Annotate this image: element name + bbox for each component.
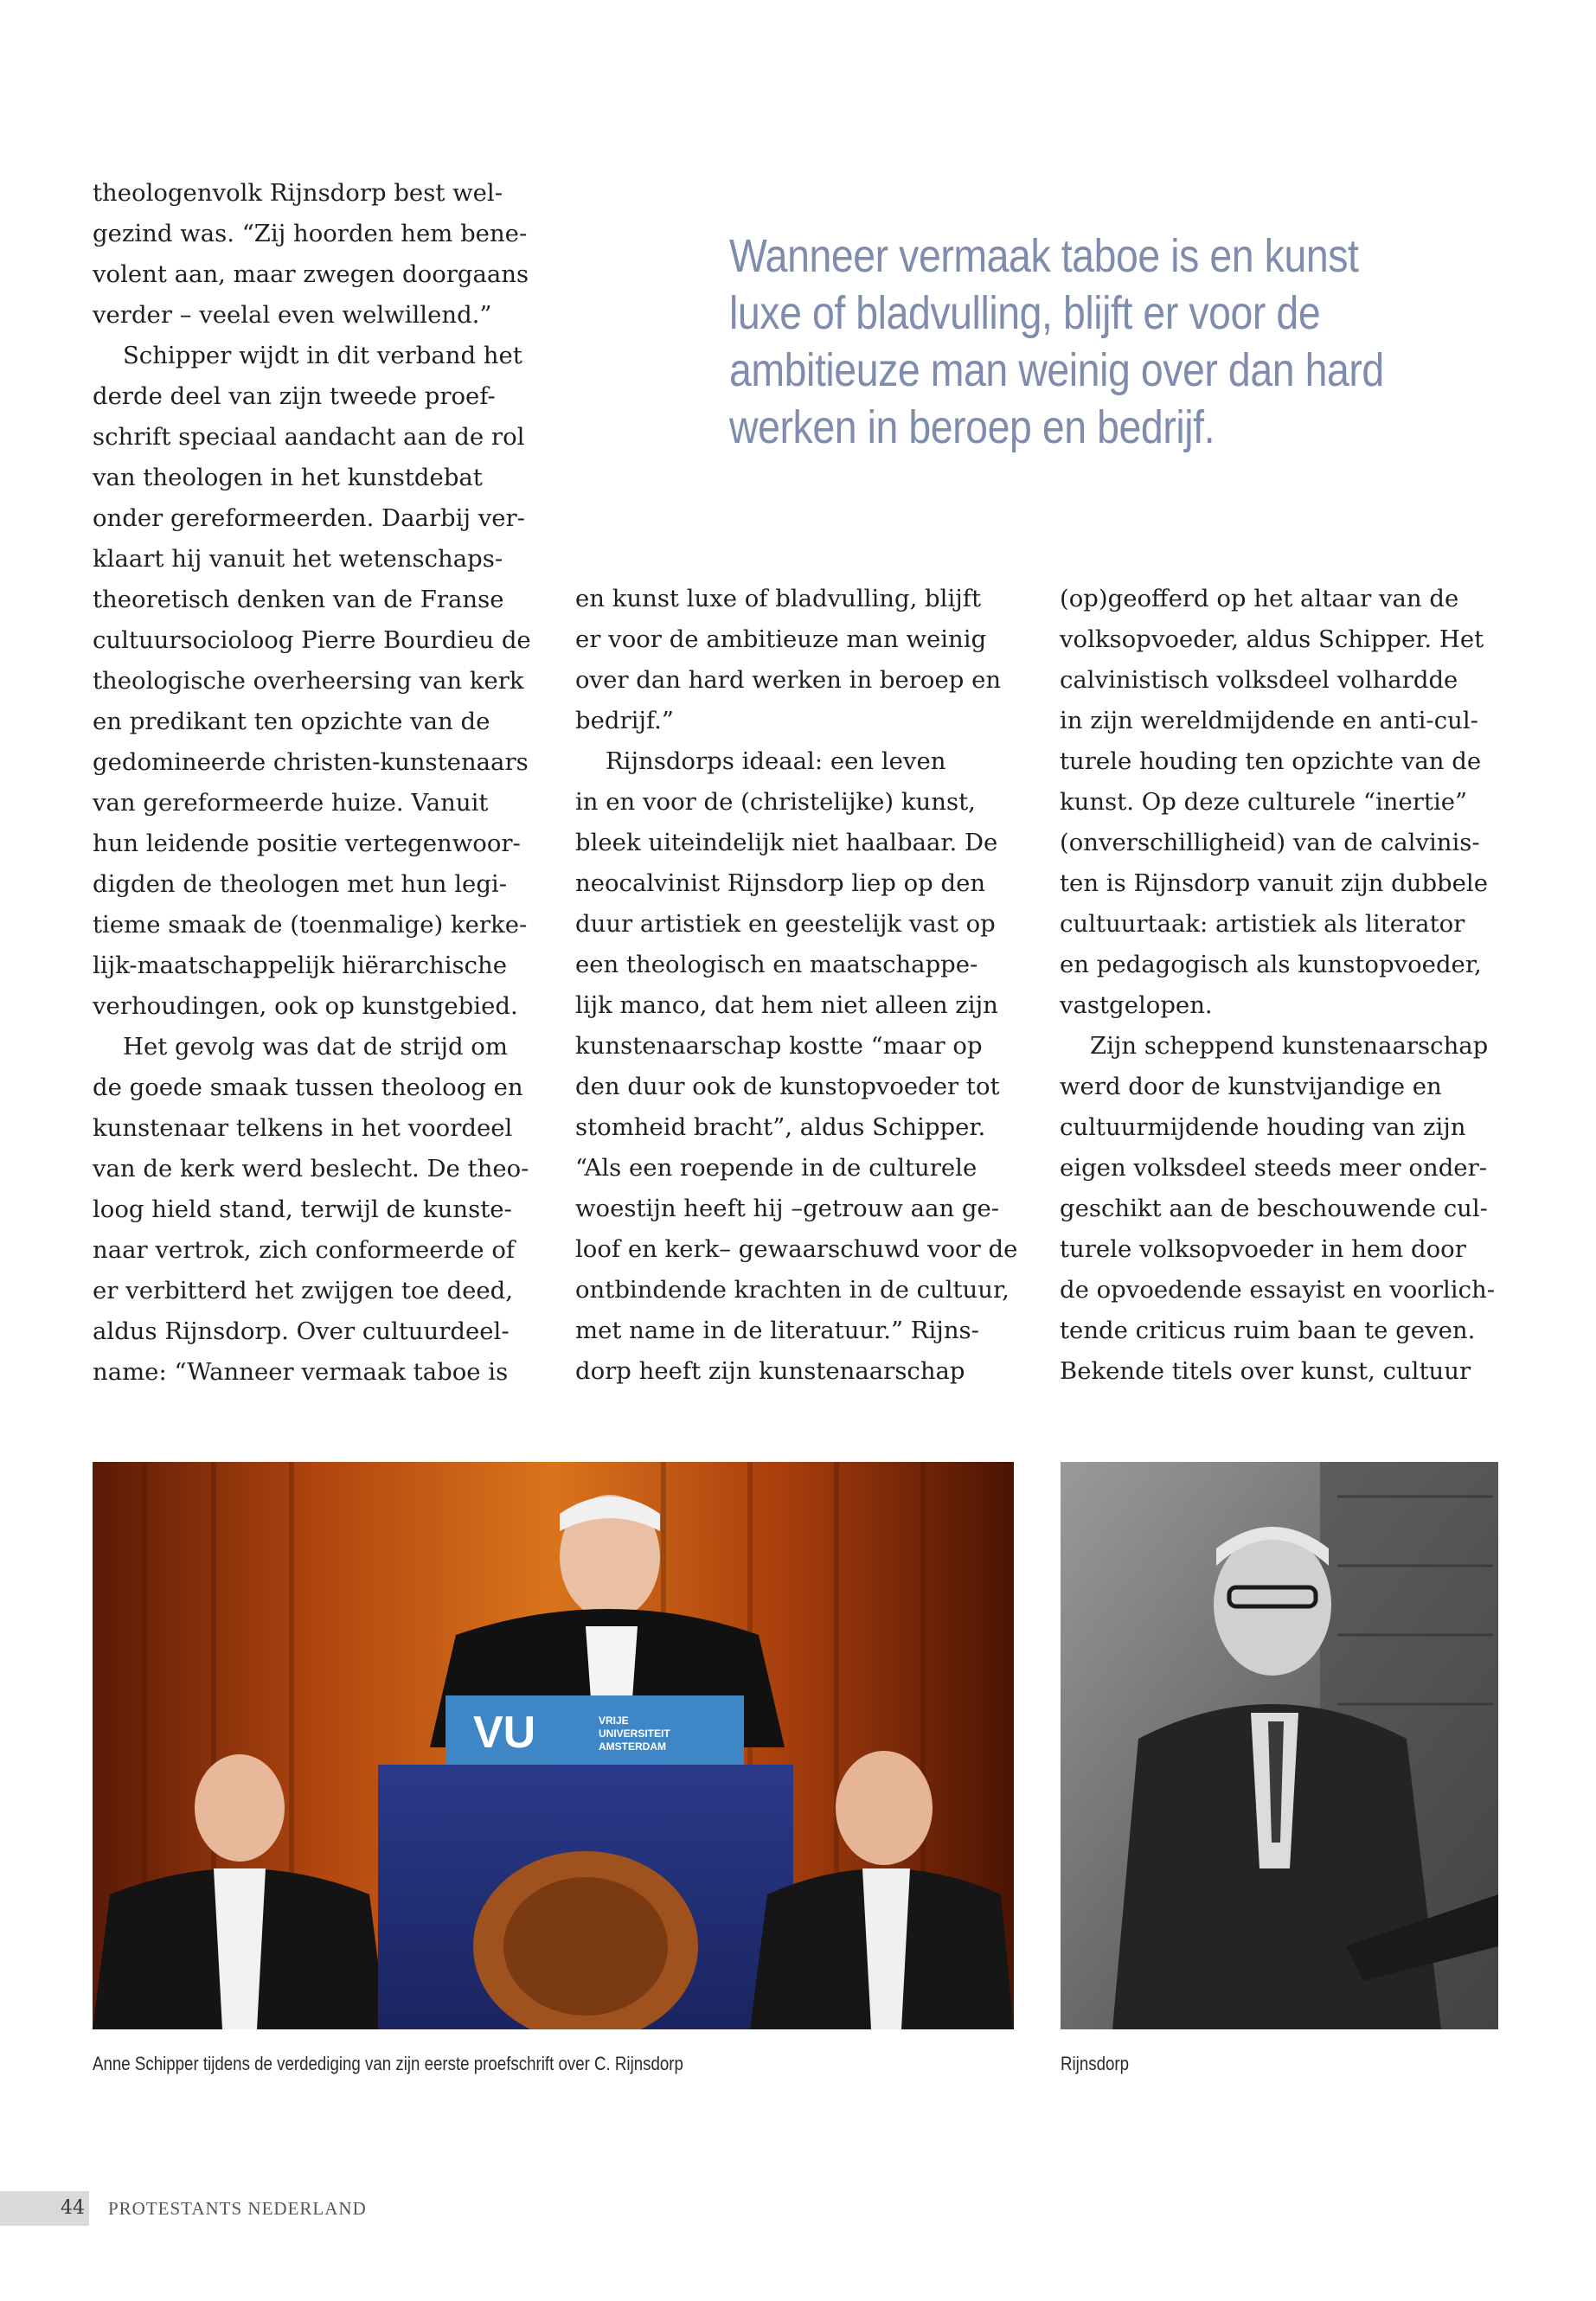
- text-line: over dan hard werken in beroep en: [575, 666, 1002, 694]
- text-line: theoretisch denken van de Franse: [93, 586, 504, 613]
- text-line: theologische overheersing van kerk: [93, 667, 524, 695]
- text-line: de goede smaak tussen theoloog en: [93, 1074, 523, 1101]
- page-number: 44: [61, 2197, 85, 2219]
- text-line: woestijn heeft hij –getrouw aan ge-: [575, 1195, 1000, 1222]
- lectern-text-amsterdam: AMSTERDAM: [599, 1740, 666, 1753]
- text-line: derde deel van zijn tweede proef-: [93, 382, 496, 410]
- text-line: hun leidende positie vertegenwoor-: [93, 830, 521, 857]
- text-line: eigen volksdeel steeds meer onder-: [1060, 1154, 1488, 1182]
- text-line: turele volksopvoeder in hem door: [1060, 1235, 1466, 1263]
- pull-quote-line: werken in beroep en bedrijf.: [729, 401, 1215, 453]
- text-line: aldus Rijnsdorp. Over cultuurdeel-: [93, 1317, 510, 1345]
- pull-quote-line: luxe of bladvulling, blijft er voor de: [729, 287, 1321, 339]
- text-line: duur artistiek en geestelijk vast op: [575, 910, 996, 938]
- text-line: onder gereformeerden. Daarbij ver-: [93, 504, 525, 532]
- text-line: in en voor de (christelijke) kunst,: [575, 788, 976, 816]
- text-line: van theologen in het kunstdebat: [93, 464, 483, 491]
- text-line: van de kerk werd beslecht. De theo-: [93, 1155, 529, 1183]
- text-line: cultuurtaak: artistiek als literator: [1060, 910, 1465, 938]
- text-line: en kunst luxe of bladvulling, blijft: [575, 585, 982, 612]
- text-line: den duur ook de kunstopvoeder tot: [575, 1073, 1000, 1100]
- text-line: Rijnsdorps ideaal: een leven: [575, 747, 946, 775]
- text-line: schrift speciaal aandacht aan de rol: [93, 423, 525, 451]
- text-line: kunstenaarschap kostte “maar op: [575, 1032, 983, 1060]
- text-line: “Als een roepende in de culturele: [575, 1154, 977, 1182]
- lectern-logo: VU: [473, 1708, 536, 1758]
- text-line: (onverschilligheid) van de calvinis-: [1060, 829, 1480, 856]
- photo-caption-1: Anne Schipper tijdens de verdediging van zijn eerste proefschrift over C. Rijnsdorp: [93, 2053, 683, 2074]
- text-line: verhoudingen, ook op kunstgebied.: [93, 992, 518, 1020]
- text-line: calvinistisch volksdeel volhardde: [1060, 666, 1458, 694]
- text-line: met name in de literatuur.” Rijns-: [575, 1317, 979, 1344]
- text-line: stomheid bracht”, aldus Schipper.: [575, 1113, 986, 1141]
- text-line: turele houding ten opzichte van de: [1060, 747, 1482, 775]
- lectern-text-universiteit: UNIVERSITEIT: [599, 1727, 670, 1740]
- text-line: vastgelopen.: [1060, 991, 1213, 1019]
- text-line: Het gevolg was dat de strijd om: [93, 1033, 508, 1061]
- pull-quote: [729, 228, 1384, 456]
- pull-quote-line: ambitieuze man weinig over dan hard: [729, 344, 1384, 396]
- text-line: digden de theologen met hun legi-: [93, 870, 508, 898]
- text-column-1: [93, 173, 542, 1393]
- text-line: volent aan, maar zwegen doorgaans: [93, 260, 529, 288]
- pull-quote-line: Wanneer vermaak taboe is en kunst: [729, 230, 1359, 282]
- text-line: er voor de ambitieuze man weinig: [575, 625, 987, 653]
- text-column-2: [575, 579, 1042, 1392]
- text-line: lijk manco, dat hem niet alleen zijn: [575, 991, 998, 1019]
- text-line: cultuursocioloog Pierre Bourdieu de: [93, 626, 531, 654]
- text-line: lijk-maatschappelijk hiërarchische: [93, 952, 508, 979]
- text-line: ontbindende krachten in de cultuur,: [575, 1276, 1010, 1304]
- text-line: een theologisch en maatschappe-: [575, 951, 978, 978]
- text-line: gezind was. “Zij hoorden hem bene-: [93, 220, 528, 247]
- text-line: en pedagogisch als kunstopvoeder,: [1060, 951, 1482, 978]
- text-line: werd door de kunstvijandige en: [1060, 1073, 1442, 1100]
- text-line: verder – veelal even welwillend.”: [93, 301, 492, 329]
- lectern-text-vrije: VRIJE: [599, 1715, 629, 1727]
- text-line: loog hield stand, terwijl de kunste-: [93, 1195, 512, 1223]
- photo-promotion-ceremony-illustration: [93, 1462, 1014, 2029]
- text-line: name: “Wanneer vermaak taboe is: [93, 1358, 509, 1386]
- text-line: Bekende titels over kunst, cultuur: [1060, 1357, 1471, 1385]
- publication-name: PROTESTANTS NEDERLAND: [108, 2198, 367, 2219]
- text-line: klaart hij vanuit het wetenschaps-: [93, 545, 503, 573]
- text-line: (op)geofferd op het altaar van de: [1060, 585, 1459, 612]
- text-line: kunstenaar telkens in het voordeel: [93, 1114, 513, 1142]
- text-line: ten is Rijnsdorp vanuit zijn dubbele: [1060, 869, 1488, 897]
- photo-promotion-ceremony: [93, 1462, 1014, 2029]
- text-line: de opvoedende essayist en voorlich-: [1060, 1276, 1496, 1304]
- photo-rijnsdorp-illustration: [1061, 1462, 1498, 2029]
- photo-rijnsdorp: [1061, 1462, 1498, 2029]
- text-line: kunst. Op deze culturele “inertie”: [1060, 788, 1468, 816]
- text-line: dorp heeft zijn kunstenaarschap: [575, 1357, 965, 1385]
- text-line: en predikant ten opzichte van de: [93, 708, 490, 735]
- text-line: gedomineerde christen-kunstenaars: [93, 748, 529, 776]
- text-line: in zijn wereldmijdende en anti-cul-: [1060, 707, 1478, 734]
- text-line: naar vertrok, zich conformeerde of: [93, 1236, 516, 1264]
- text-line: volksopvoeder, aldus Schipper. Het: [1060, 625, 1484, 653]
- text-line: er verbitterd het zwijgen toe deed,: [93, 1277, 513, 1304]
- text-line: tende criticus ruim baan te geven.: [1060, 1317, 1476, 1344]
- text-line: bedrijf.”: [575, 707, 674, 734]
- text-line: bleek uiteindelijk niet haalbaar. De: [575, 829, 998, 856]
- text-line: geschikt aan de beschouwende cul-: [1060, 1195, 1488, 1222]
- text-line: theologenvolk Rijnsdorp best wel-: [93, 179, 503, 207]
- text-line: Schipper wijdt in dit verband het: [93, 342, 522, 369]
- photo-caption-2: Rijnsdorp: [1061, 2053, 1129, 2074]
- text-line: neocalvinist Rijnsdorp liep op den: [575, 869, 986, 897]
- text-line: Zijn scheppend kunstenaarschap: [1060, 1032, 1489, 1060]
- text-line: cultuurmijdende houding van zijn: [1060, 1113, 1466, 1141]
- text-line: loof en kerk– gewaarschuwd voor de: [575, 1235, 1018, 1263]
- text-column-3: [1060, 579, 1527, 1392]
- text-line: van gereformeerde huize. Vanuit: [93, 789, 489, 817]
- text-line: tieme smaak de (toenmalige) kerke-: [93, 911, 528, 939]
